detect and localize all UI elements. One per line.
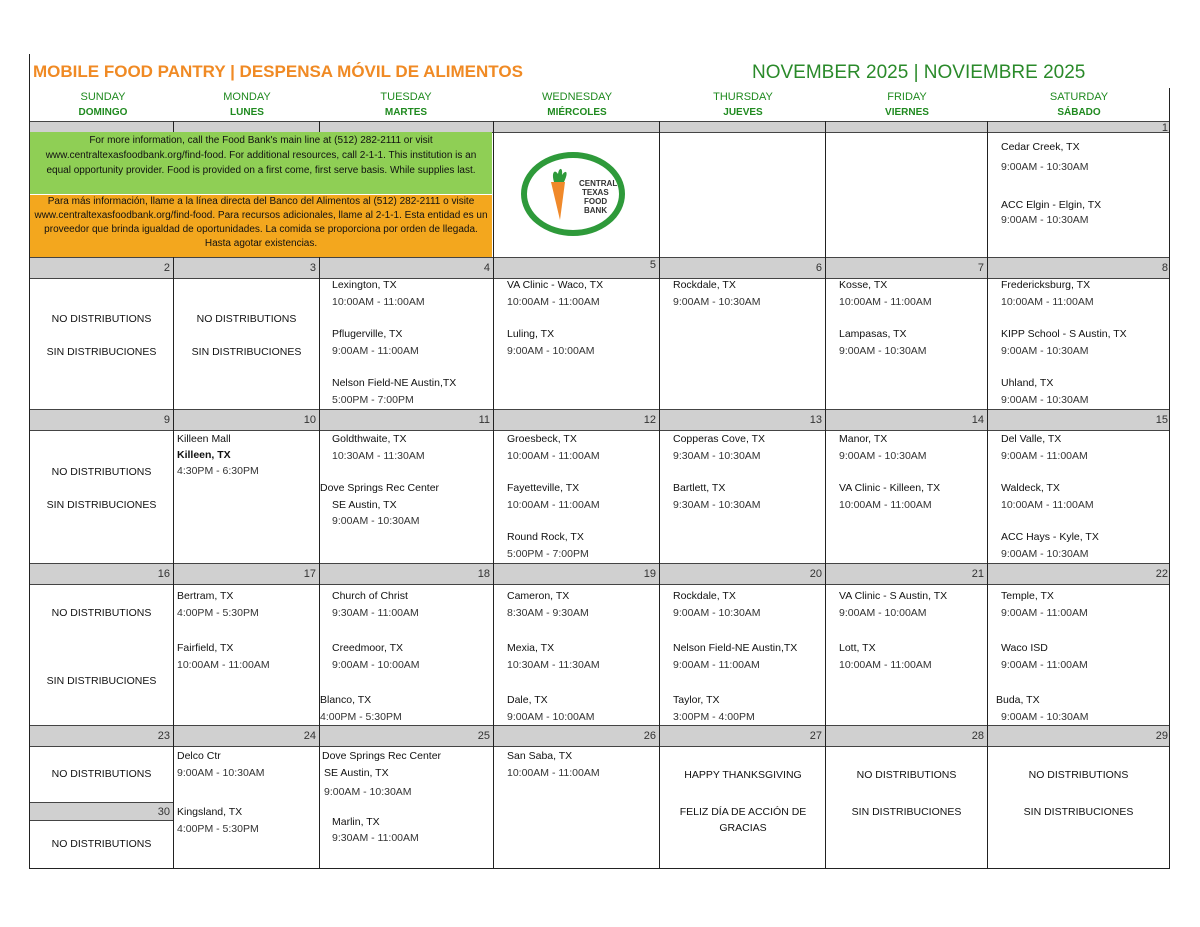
no-distributions-label-es: SIN DISTRIBUCIONES: [851, 806, 962, 818]
location-name: San Saba, TX: [507, 750, 573, 762]
location-name: Fredericksburg, TX: [1001, 279, 1091, 291]
day-number-6: 6: [815, 262, 822, 274]
location-name: Lexington, TX: [332, 279, 397, 291]
day-cell-20: [673, 588, 823, 725]
day-number-26: 26: [643, 730, 656, 742]
time-range: 9:00AM - 10:30AM: [1001, 393, 1089, 406]
location-name: Copperas Cove, TX: [673, 433, 766, 445]
day-cell-26: [507, 748, 657, 781]
day-number-14: 14: [971, 414, 984, 426]
time-range: 10:00AM - 11:00AM: [1001, 295, 1094, 308]
location-name: Dale, TX: [507, 694, 548, 706]
time-range: 10:00AM - 11:00AM: [839, 498, 932, 511]
location-name: Lott, TX: [839, 642, 876, 654]
day-name-en: MONDAY: [223, 91, 271, 103]
location-name: Bertram, TX: [177, 590, 234, 602]
day-cell-16: [30, 605, 173, 690]
time-range: 9:00AM - 10:30AM: [673, 295, 761, 308]
time-range: 9:00AM - 10:30AM: [1001, 161, 1089, 173]
logo-text-3: FOOD: [584, 197, 608, 206]
location-name: Temple, TX: [1001, 590, 1054, 602]
time-range: 10:00AM - 11:00AM: [332, 295, 425, 308]
time-range: 5:00PM - 7:00PM: [332, 393, 414, 406]
time-range: 4:00PM - 5:30PM: [177, 606, 259, 619]
day-number-30: 30: [157, 806, 170, 818]
no-distributions-label-es: SIN DISTRIBUCIONES: [1023, 806, 1134, 818]
location-name: Pflugerville, TX: [332, 328, 403, 340]
time-range: 9:00AM - 10:30AM: [177, 766, 265, 779]
day-cell-19: [507, 588, 657, 725]
carrot-icon: [551, 182, 565, 220]
info-spanish: Para más información, llame a la línea directa del Banco del Alimentos al (512) 282-2111 o visite www.centraltexasfoodbank.org/find-food. Para recursos adicionales, llame al 2-1-1. Esta entidad es un proveedor que brinda igualdad de oportunidades. La comida se proporciona por orden de llegada. Hasta agotar existencias.: [30, 195, 492, 257]
day-header-sunday: [30, 90, 176, 120]
day-name-es: MIÉRCOLES: [547, 107, 607, 118]
day-header-wednesday: [494, 90, 660, 120]
day-number-16: 16: [157, 568, 170, 580]
time-range: 9:00AM - 10:30AM: [839, 344, 927, 357]
location-city: SE Austin, TX: [324, 766, 389, 779]
day-cell-4: [332, 277, 492, 408]
day-cell-11: [320, 431, 492, 530]
holiday-label: HAPPY THANKSGIVING: [684, 769, 802, 781]
day-number-13: 13: [809, 414, 822, 426]
location-name: Buda, TX: [996, 694, 1040, 706]
time-range: 9:00AM - 10:30AM: [1001, 710, 1089, 723]
day-header-tuesday: [320, 90, 492, 120]
no-distributions-label: NO DISTRIBUTIONS: [196, 313, 297, 325]
time-range: 10:00AM - 11:00AM: [507, 766, 600, 779]
location-name: Uhland, TX: [1001, 377, 1054, 389]
day-number-3: 3: [309, 262, 316, 274]
day-name-es: LUNES: [230, 107, 264, 118]
location-name: ACC Elgin - Elgin, TX: [1001, 199, 1102, 211]
no-distributions-label: NO DISTRIBUTIONS: [51, 313, 152, 325]
no-distributions-label: NO DISTRIBUTIONS: [51, 768, 152, 780]
day-name-es: JUEVES: [723, 107, 763, 118]
time-range: 10:00AM - 11:00AM: [177, 658, 270, 671]
day-header-monday: [174, 90, 320, 120]
no-distributions-label-es: SIN DISTRIBUCIONES: [191, 346, 302, 358]
day-number-18: 18: [477, 568, 490, 580]
day-cell-24: [177, 748, 317, 837]
time-range: 9:00AM - 10:00AM: [507, 710, 595, 723]
day-cell-5: [507, 277, 657, 359]
day-number-24: 24: [303, 730, 316, 742]
month-title: NOVEMBER 2025 | NOVIEMBRE 2025: [752, 62, 1086, 83]
day-number-11: 11: [478, 414, 490, 426]
time-range: 9:00AM - 10:30AM: [1001, 547, 1089, 560]
day-number-2: 2: [163, 262, 170, 274]
day-number-27: 27: [809, 730, 822, 742]
no-distributions-label: NO DISTRIBUTIONS: [1028, 769, 1129, 781]
location-name: Cedar Creek, TX: [1001, 141, 1080, 153]
time-range: 4:00PM - 5:30PM: [177, 822, 259, 835]
day-number-28: 28: [971, 730, 984, 742]
day-cell-9: [30, 464, 173, 514]
day-number-7: 7: [977, 262, 984, 274]
location-name: Del Valle, TX: [1001, 433, 1062, 445]
food-bank-logo: [521, 152, 625, 236]
location-name: Round Rock, TX: [507, 531, 584, 543]
day-number-5: 5: [649, 259, 656, 271]
location-name: Nelson Field-NE Austin,TX: [673, 642, 798, 654]
time-range: 9:00AM - 10:30AM: [1001, 214, 1089, 226]
location-name: VA Clinic - Killeen, TX: [839, 482, 941, 494]
day-cell-25: [322, 748, 492, 847]
time-range: 9:00AM - 10:30AM: [839, 449, 927, 462]
time-range: 9:00AM - 10:30AM: [1001, 344, 1089, 357]
location-name: Waco ISD: [1001, 642, 1048, 654]
day-cell-7: [839, 277, 985, 359]
time-range: 3:00PM - 4:00PM: [673, 710, 755, 723]
day-name-en: SUNDAY: [80, 91, 126, 103]
page-title: MOBILE FOOD PANTRY | DESPENSA MÓVIL DE ALIMENTOS: [33, 62, 523, 81]
time-range: 10:00AM - 11:00AM: [839, 295, 932, 308]
time-range: 10:30AM - 11:30AM: [332, 449, 425, 462]
time-range: 9:30AM - 11:00AM: [332, 832, 419, 844]
time-range: 9:00AM - 10:30AM: [673, 606, 761, 619]
day-number-8: 8: [1161, 262, 1168, 274]
location-name: Taylor, TX: [673, 694, 720, 706]
day-header-thursday: [660, 90, 826, 120]
day-number-23: 23: [157, 730, 170, 742]
day-cell-21: [839, 588, 985, 673]
day-name-en: SATURDAY: [1049, 91, 1109, 103]
time-range: 4:30PM - 6:30PM: [177, 465, 259, 477]
day-name-es: VIERNES: [885, 107, 929, 118]
day-name-es: SÁBADO: [1057, 107, 1101, 118]
logo-text-4: BANK: [584, 206, 608, 215]
day-number-9: 9: [163, 414, 170, 426]
no-distributions-label-es: SIN DISTRIBUCIONES: [46, 675, 157, 687]
time-range: 9:30AM - 10:30AM: [673, 498, 761, 511]
logo-text-1: CENTRAL: [579, 179, 618, 188]
location-name: Blanco, TX: [320, 694, 372, 706]
location-name: KIPP School - S Austin, TX: [1001, 328, 1127, 340]
logo-text-2: TEXAS: [582, 188, 609, 197]
time-range: 10:00AM - 11:00AM: [839, 658, 932, 671]
location-name: Killeen Mall: [177, 433, 231, 445]
time-range: 10:00AM - 11:00AM: [507, 295, 600, 308]
location-name: Kosse, TX: [839, 279, 888, 291]
day-number-25: 25: [477, 730, 490, 742]
location-name: Mexia, TX: [507, 642, 555, 654]
day-header-saturday: [988, 90, 1170, 120]
day-number-10: 10: [303, 414, 316, 426]
time-range: 9:30AM - 10:30AM: [673, 449, 761, 462]
location-name: Waldeck, TX: [1001, 482, 1060, 494]
day-cell-3: [174, 311, 319, 361]
day-number-19: 19: [643, 568, 656, 580]
time-range: 9:00AM - 10:00AM: [839, 606, 927, 619]
day-name-en: FRIDAY: [887, 91, 927, 103]
day-number-1: 1: [1161, 122, 1168, 134]
no-distributions-label: NO DISTRIBUTIONS: [51, 466, 152, 478]
location-name: Rockdale, TX: [673, 279, 736, 291]
location-name: Lampasas, TX: [839, 328, 907, 340]
location-name: Goldthwaite, TX: [332, 433, 407, 445]
location-name: Luling, TX: [507, 328, 555, 340]
no-distributions-label: NO DISTRIBUTIONS: [856, 769, 957, 781]
carrot-leaves-icon: [553, 169, 567, 182]
location-name: Creedmoor, TX: [332, 642, 404, 654]
time-range: 9:30AM - 11:00AM: [332, 606, 419, 619]
time-range: 4:00PM - 5:30PM: [320, 710, 402, 723]
day-cell-29: [988, 767, 1169, 820]
location-name: Cameron, TX: [507, 590, 570, 602]
day-number-21: 21: [971, 568, 984, 580]
time-range: 9:00AM - 10:00AM: [332, 658, 420, 671]
location-name: Fayetteville, TX: [507, 482, 580, 494]
day-number-20: 20: [809, 568, 822, 580]
time-range: 9:00AM - 10:00AM: [507, 344, 595, 357]
location-name: VA Clinic - Waco, TX: [507, 279, 604, 291]
no-distributions-label-es: SIN DISTRIBUCIONES: [46, 346, 157, 358]
day-cell-22: [996, 588, 1167, 725]
time-range: 9:00AM - 11:00AM: [1001, 449, 1088, 462]
location-name: Fairfield, TX: [177, 642, 234, 654]
location-name: Groesbeck, TX: [507, 433, 577, 445]
day-number-4: 4: [483, 262, 490, 274]
location-name: Manor, TX: [839, 433, 888, 445]
time-range: 9:00AM - 11:00AM: [1001, 606, 1088, 619]
time-range: 9:00AM - 10:30AM: [332, 515, 420, 527]
time-range: 9:00AM - 11:00AM: [673, 658, 760, 671]
day-cell-2: [30, 311, 173, 361]
day-cell-30: [30, 837, 173, 852]
day-cell-13: [673, 431, 823, 513]
day-cell-12: [507, 431, 657, 562]
day-name-es: DOMINGO: [78, 107, 128, 118]
location-name: Church of Christ: [332, 590, 408, 602]
holiday-label-es: FELIZ DÍA DE ACCIÓN DE GRACIAS: [679, 806, 807, 834]
week-band-5: [29, 725, 1170, 747]
week-band-2: [29, 257, 1170, 279]
no-distributions-label: NO DISTRIBUTIONS: [51, 838, 152, 850]
day-cell-6: [673, 277, 823, 310]
no-distributions-label-es: SIN DISTRIBUCIONES: [46, 499, 157, 511]
location-city: Killeen, TX: [177, 449, 231, 461]
day-number-29: 29: [1155, 730, 1168, 742]
day-number-12: 12: [643, 414, 656, 426]
time-range: 10:00AM - 11:00AM: [507, 498, 600, 511]
no-distributions-label: NO DISTRIBUTIONS: [51, 607, 152, 619]
location-name: Rockdale, TX: [673, 590, 736, 602]
time-range: 10:30AM - 11:30AM: [507, 658, 600, 671]
location-name: ACC Hays - Kyle, TX: [1001, 531, 1099, 543]
day-header-friday: [826, 90, 988, 120]
day-cell-10: [177, 431, 317, 479]
location-name: Nelson Field-NE Austin,TX: [332, 377, 457, 389]
day-cell-17: [177, 588, 317, 673]
time-range: 9:00AM - 11:00AM: [1001, 658, 1088, 671]
week-band-4: [29, 563, 1170, 585]
location-name: Kingsland, TX: [177, 806, 243, 818]
day-cell-14: [839, 431, 985, 513]
day-number-22: 22: [1155, 568, 1168, 580]
location-name: Marlin, TX: [332, 815, 380, 828]
time-range: 5:00PM - 7:00PM: [507, 547, 589, 560]
day-cell-1: [1001, 140, 1166, 228]
day-cell-27: [664, 767, 822, 836]
day-cell-15: [1001, 431, 1167, 562]
week-band-3: [29, 409, 1170, 431]
time-range: 8:30AM - 9:30AM: [507, 606, 589, 619]
location-name: Dove Springs Rec Center: [322, 750, 442, 762]
day-name-en: WEDNESDAY: [541, 91, 613, 103]
time-range: 10:00AM - 11:00AM: [1001, 498, 1094, 511]
day-number-15: 15: [1155, 414, 1168, 426]
location-name: Bartlett, TX: [673, 482, 726, 494]
day-number-17: 17: [303, 568, 316, 580]
time-range: 10:00AM - 11:00AM: [507, 449, 600, 462]
day-name-es: MARTES: [384, 107, 428, 118]
day-name-en: TUESDAY: [380, 91, 432, 103]
location-name: VA Clinic - S Austin, TX: [839, 590, 948, 602]
day-name-en: THURSDAY: [713, 91, 773, 103]
time-range: 9:00AM - 11:00AM: [332, 344, 419, 357]
location-city: SE Austin, TX: [332, 498, 397, 511]
info-english: For more information, call the Food Bank's main line at (512) 282-2111 or visit www.centraltexasfoodbank.org/find-food. For additional resources, call 2-1-1. This institution is an equal opportunity provider. Food is provided on a first come, first serve basis. While supplies last.: [30, 132, 492, 194]
time-range: 9:00AM - 10:30AM: [324, 786, 412, 798]
location-name: Delco Ctr: [177, 750, 221, 762]
day-cell-23: [30, 767, 173, 782]
location-name: Dove Springs Rec Center: [320, 482, 440, 494]
day-cell-8: [1001, 277, 1167, 408]
day-cell-28: [826, 767, 987, 820]
day-cell-18: [320, 588, 492, 725]
